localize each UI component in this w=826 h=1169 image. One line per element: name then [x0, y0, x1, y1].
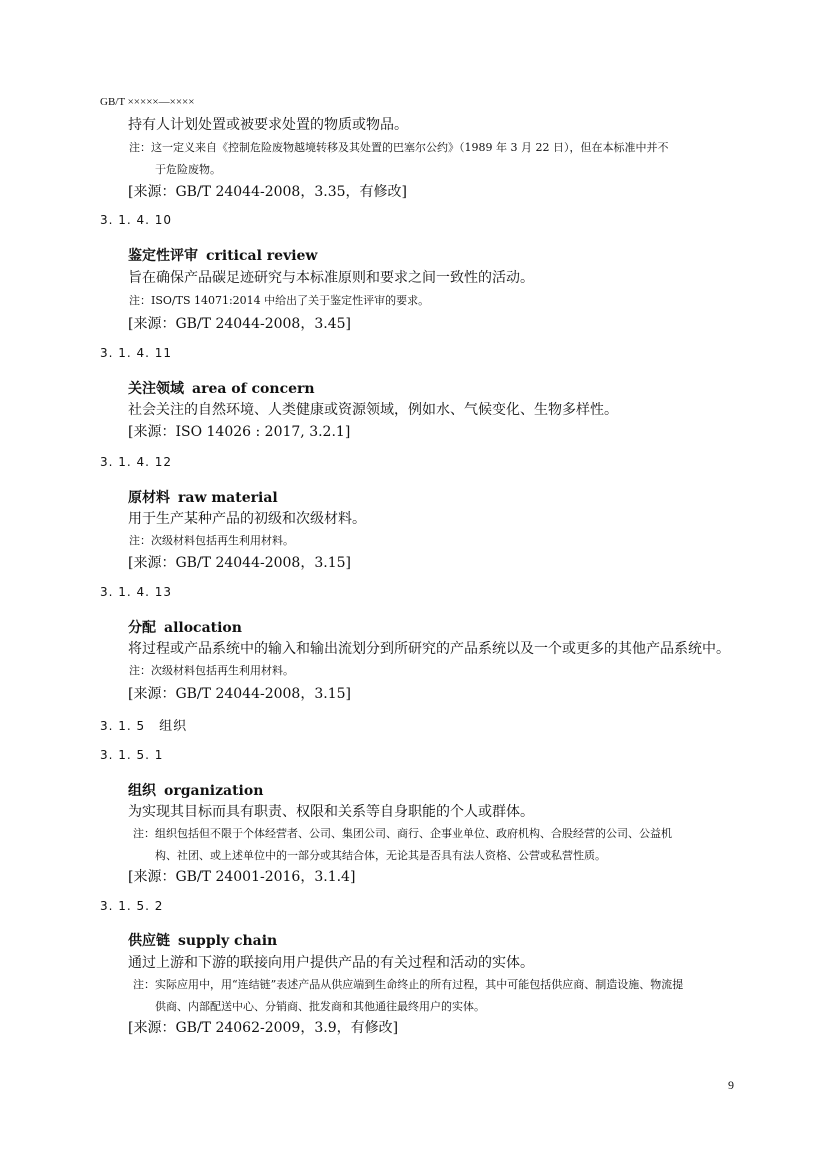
note-critical-review: 注：ISO/TS 14071:2014 中给出了关于鉴定性评审的要求。: [129, 294, 430, 307]
definition-raw-material: 用于生产某种产品的初级和次级材料。: [128, 511, 366, 527]
entry-number-3-1-4-12: 3. 1. 4. 12: [100, 455, 173, 469]
term-zh: 分配: [128, 620, 156, 636]
term-en: organization: [164, 783, 264, 799]
note-organization-line1: 注：组织包括但不限于个体经营者、公司、集团公司、商行、企事业单位、政府机构、合股经营的公司、公益机: [133, 827, 672, 840]
term-en: allocation: [164, 620, 242, 636]
source-allocation: [来源：GB/T 24044-2008，3.15]: [128, 686, 351, 702]
definition-allocation: 将过程或产品系统中的输入和输出流划分到所研究的产品系统以及一个或更多的其他产品系统中。: [128, 641, 730, 657]
term-allocation: [128, 617, 242, 637]
term-en: raw material: [178, 490, 278, 506]
definition-supply-chain: 通过上游和下游的联接向用户提供产品的有关过程和活动的实体。: [128, 955, 534, 971]
term-zh: 供应链: [128, 933, 170, 949]
note-supply-chain-line1: 注：实际应用中，用“连结链”表述产品从供应端到生命终止的所有过程，其中可能包括供应商、制造设施、物流提: [133, 978, 684, 991]
term-zh: 组织: [128, 783, 156, 799]
section-number: 3. 1. 5: [100, 719, 146, 733]
note-allocation: 注：次级材料包括再生利用材料。: [129, 664, 294, 677]
term-zh: 关注领域: [128, 381, 184, 397]
source-area-of-concern: [来源：ISO 14026 : 2017, 3.2.1]: [128, 424, 351, 440]
note-organization-line2: 构、社团、或上述单位中的一部分或其结合体，无论其是否具有法人资格、公营或私营性质。: [155, 849, 606, 862]
page-number: 9: [728, 1078, 734, 1092]
term-zh: 原材料: [128, 490, 170, 506]
term-critical-review: [128, 245, 318, 265]
definition-critical-review: 旨在确保产品碳足迹研究与本标准原则和要求之间一致性的活动。: [128, 270, 534, 286]
source-supply-chain: [来源：GB/T 24062-2009，3.9，有修改]: [128, 1020, 399, 1036]
term-en: critical review: [206, 248, 318, 264]
term-raw-material: [128, 487, 278, 507]
definition-organization: 为实现其目标而具有职责、权限和关系等自身职能的个人或群体。: [128, 804, 534, 820]
intro-note-line2: 于危险废物。: [155, 163, 221, 176]
note-supply-chain-line2: 供商、内部配送中心、分销商、批发商和其他通往最终用户的实体。: [155, 1000, 485, 1013]
entry-number-3-1-5-1: 3. 1. 5. 1: [100, 748, 164, 762]
entry-number-3-1-4-10: 3. 1. 4. 10: [100, 213, 173, 227]
term-organization: [128, 780, 263, 800]
term-supply-chain: [128, 930, 277, 950]
source-critical-review: [来源：GB/T 24044-2008，3.45]: [128, 316, 351, 332]
intro-source: [来源：GB/T 24044-2008，3.35，有修改]: [128, 184, 407, 200]
note-raw-material: 注：次级材料包括再生利用材料。: [129, 534, 294, 547]
term-en: supply chain: [178, 933, 278, 949]
section-title: 组织: [159, 719, 188, 734]
page-header: GB/T ×××××—××××: [100, 96, 195, 108]
source-raw-material: [来源：GB/T 24044-2008，3.15]: [128, 555, 351, 571]
entry-number-3-1-5-2: 3. 1. 5. 2: [100, 899, 164, 913]
intro-note-line1: 注：这一定义来自《控制危险废物越境转移及其处置的巴塞尔公约》（1989 年 3 月 22 日），但在本标准中并不: [129, 141, 669, 154]
term-en: area of concern: [192, 381, 315, 397]
section-heading-3-1-5: [100, 715, 187, 734]
definition-area-of-concern: 社会关注的自然环境、人类健康或资源领域，例如水、气候变化、生物多样性。: [128, 402, 618, 418]
intro-definition: 持有人计划处置或被要求处置的物质或物品。: [128, 117, 408, 133]
entry-number-3-1-4-13: 3. 1. 4. 13: [100, 585, 173, 599]
entry-number-3-1-4-11: 3. 1. 4. 11: [100, 346, 173, 360]
term-area-of-concern: [128, 378, 315, 398]
source-organization: [来源：GB/T 24001-2016，3.1.4]: [128, 869, 356, 885]
term-zh: 鉴定性评审: [128, 248, 198, 264]
